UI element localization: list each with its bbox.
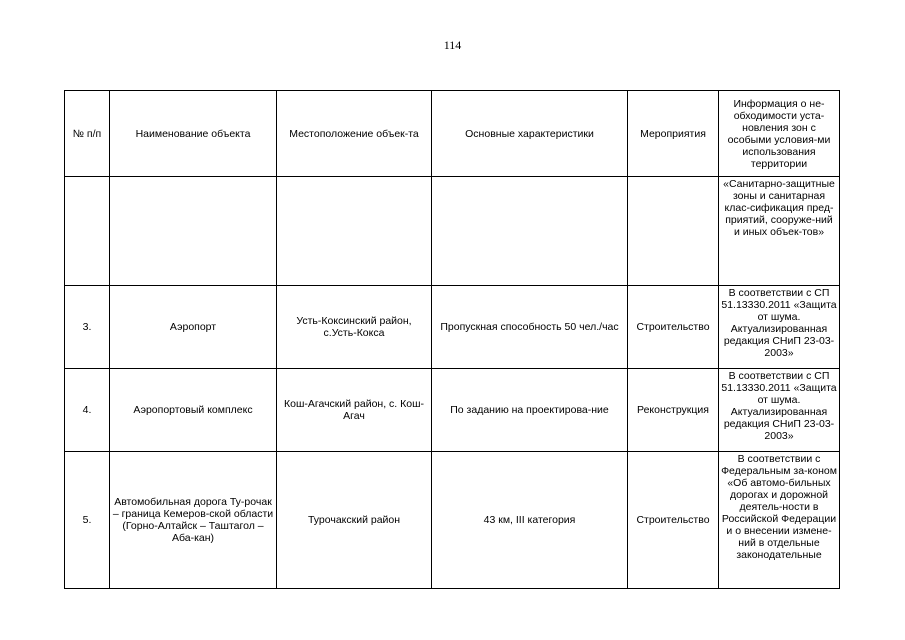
- table-row: [65, 369, 840, 452]
- cell-info: В соответствии с СП 51.13330.2011 «Защита от шума. Актуализированная редакция СНиП 23-03-2003»: [719, 286, 840, 369]
- cell-name: Аэропортовый комплекс: [110, 369, 277, 452]
- cell-characteristics: Пропускная способность 50 чел./час: [432, 286, 628, 369]
- cell-info: В соответствии с СП 51.13330.2011 «Защита от шума. Актуализированная редакция СНиП 23-03-2003»: [719, 369, 840, 452]
- cell-characteristics: 43 км, III категория: [432, 452, 628, 589]
- cell-num: 3.: [65, 286, 110, 369]
- cell-num: [65, 177, 110, 286]
- cell-measures: [628, 177, 719, 286]
- table-header-row: [65, 91, 840, 177]
- cell-location: Усть-Коксинский район, с.Усть-Кокса: [277, 286, 432, 369]
- table-row: [65, 286, 840, 369]
- objects-table: [64, 90, 840, 589]
- cell-num: 4.: [65, 369, 110, 452]
- cell-num: 5.: [65, 452, 110, 589]
- cell-characteristics: [432, 177, 628, 286]
- table-row: [65, 452, 840, 589]
- cell-measures: Строительство: [628, 286, 719, 369]
- header-measures: Мероприятия: [628, 91, 719, 177]
- header-location: Местоположение объек-та: [277, 91, 432, 177]
- cell-name: Аэропорт: [110, 286, 277, 369]
- cell-info: «Санитарно-защитные зоны и санитарная клас-сификация пред-приятий, сооруже-ний и иных объек-тов»: [719, 177, 840, 286]
- header-num: № п/п: [65, 91, 110, 177]
- cell-name: [110, 177, 277, 286]
- table-row: [65, 177, 840, 286]
- cell-location: Кош-Агачский район, с. Кош-Агач: [277, 369, 432, 452]
- cell-measures: Строительство: [628, 452, 719, 589]
- cell-info: В соответствии с Федеральным за-коном «Об автомо-бильных дорогах и дорожной деятель-ности в Российской Федерации и о внесении измене-ний в отдельные законодательные: [719, 452, 840, 589]
- cell-location: Турочакский район: [277, 452, 432, 589]
- page-number: 114: [443, 38, 462, 52]
- cell-characteristics: По заданию на проектирова-ние: [432, 369, 628, 452]
- cell-measures: Реконструкция: [628, 369, 719, 452]
- header-info: Информация о не-обходимости уста-новления зон с особыми условия-ми использования территории: [719, 91, 840, 177]
- cell-name: Автомобильная дорога Ту-рочак – граница Кемеров-ской области (Горно-Алтайск – Таштагол – Аба-кан): [110, 452, 277, 589]
- header-name: Наименование объекта: [110, 91, 277, 177]
- header-characteristics: Основные характеристики: [432, 91, 628, 177]
- cell-location: [277, 177, 432, 286]
